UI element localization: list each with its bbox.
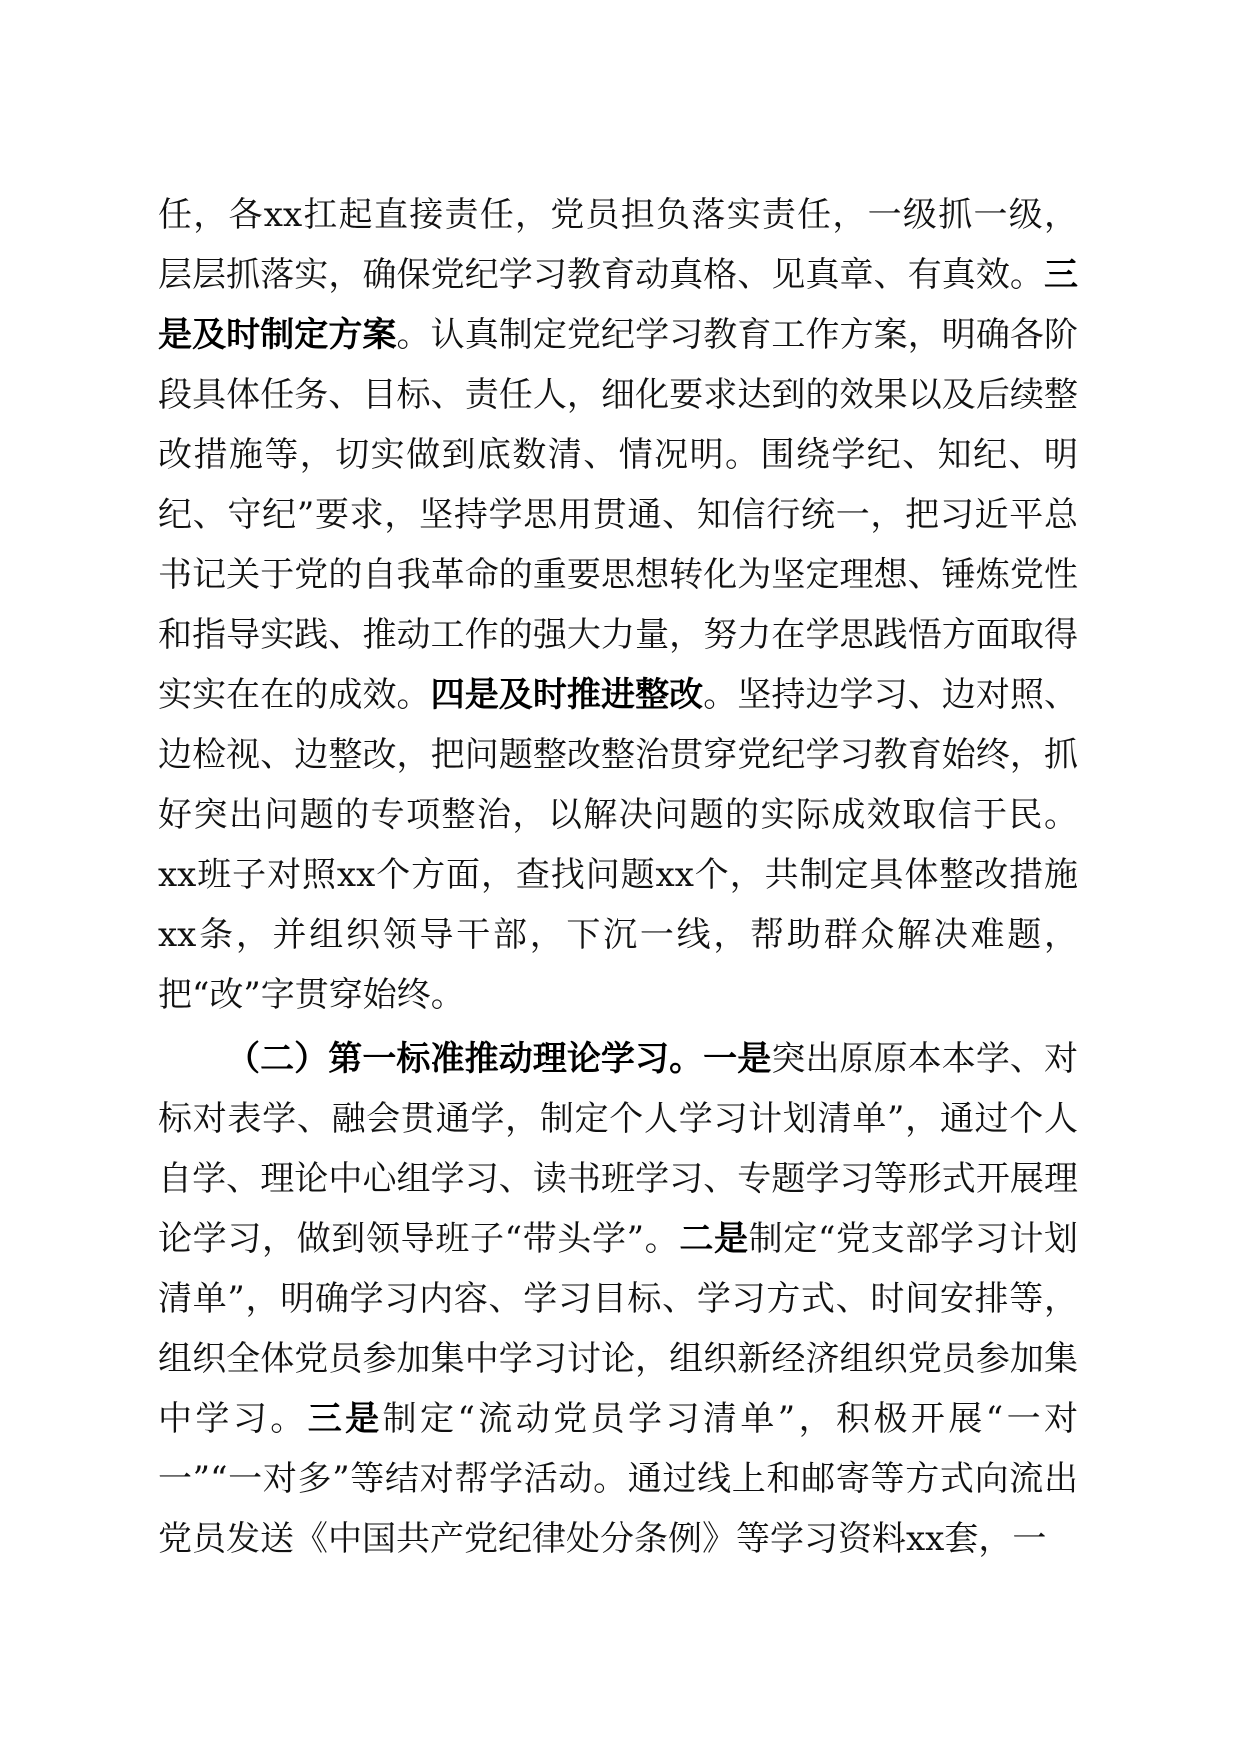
section-heading-run: （二）第一标准推动理论学习。一是: [226, 1039, 772, 1079]
text-run: 制定“党支部学习计划清单”，明确学习内容、学习目标、学习方式、时间安排等，组织全体党员参加集中学习讨论，组织新经济组织党员参加集中学习。: [158, 1219, 1079, 1439]
bold-heading-run: 四是及时推进整改: [430, 675, 704, 715]
body-text: [158, 185, 1078, 1569]
text-run: 任，各xx扛起直接责任，党员担负落实责任，一级抓一级，层层抓落实，确保党纪学习教育动真格、见真章、有真效。: [158, 195, 1078, 295]
text-run: 。认真制定党纪学习教育工作方案，明确各阶段具体任务、目标、责任人，细化要求达到的效果以及后续整改措施等，切实做到底数清、情况明。围绕学纪、知纪、明纪、守纪”要求，坚持学思用贯通、知信行统一，把习近平总书记关于党的自我革命的重要思想转化为坚定理想、锤炼党性和指导实践、推动工作的强大力量，努力在学思践悟方面取得实实在在的成效。: [158, 315, 1079, 715]
bold-heading-run: 三是: [307, 1399, 383, 1439]
bold-heading-run: 三是及时制定方案: [158, 255, 1078, 355]
paragraph-section-2: [158, 1029, 1078, 1569]
bold-heading-run: 二是: [679, 1219, 749, 1259]
text-run: 制定“流动党员学习清单”，积极开展“一对一”“一对多”等结对帮学活动。通过线上和邮寄等方式向流出党员发送《中国共产党纪律处分条例》等学习资料xx套，一: [158, 1399, 1079, 1559]
paragraph-continued: [158, 185, 1078, 1025]
text-run: 。坚持边学习、边对照、边检视、边整改，把问题整改整治贯穿党纪学习教育始终，抓好突出问题的专项整治，以解决问题的实际成效取信于民。xx班子对照xx个方面，查找问题xx个，共制定具体整改措施xx条，并组织领导干部，下沉一线，帮助群众解决难题，把“改”字贯穿始终。: [158, 675, 1079, 1015]
text-run: 突出原原本本学、对标对表学、融会贯通学，制定个人学习计划清单”，通过个人自学、理论中心组学习、读书班学习、专题学习等形式开展理论学习，做到领导班子“带头学”。: [158, 1039, 1079, 1259]
